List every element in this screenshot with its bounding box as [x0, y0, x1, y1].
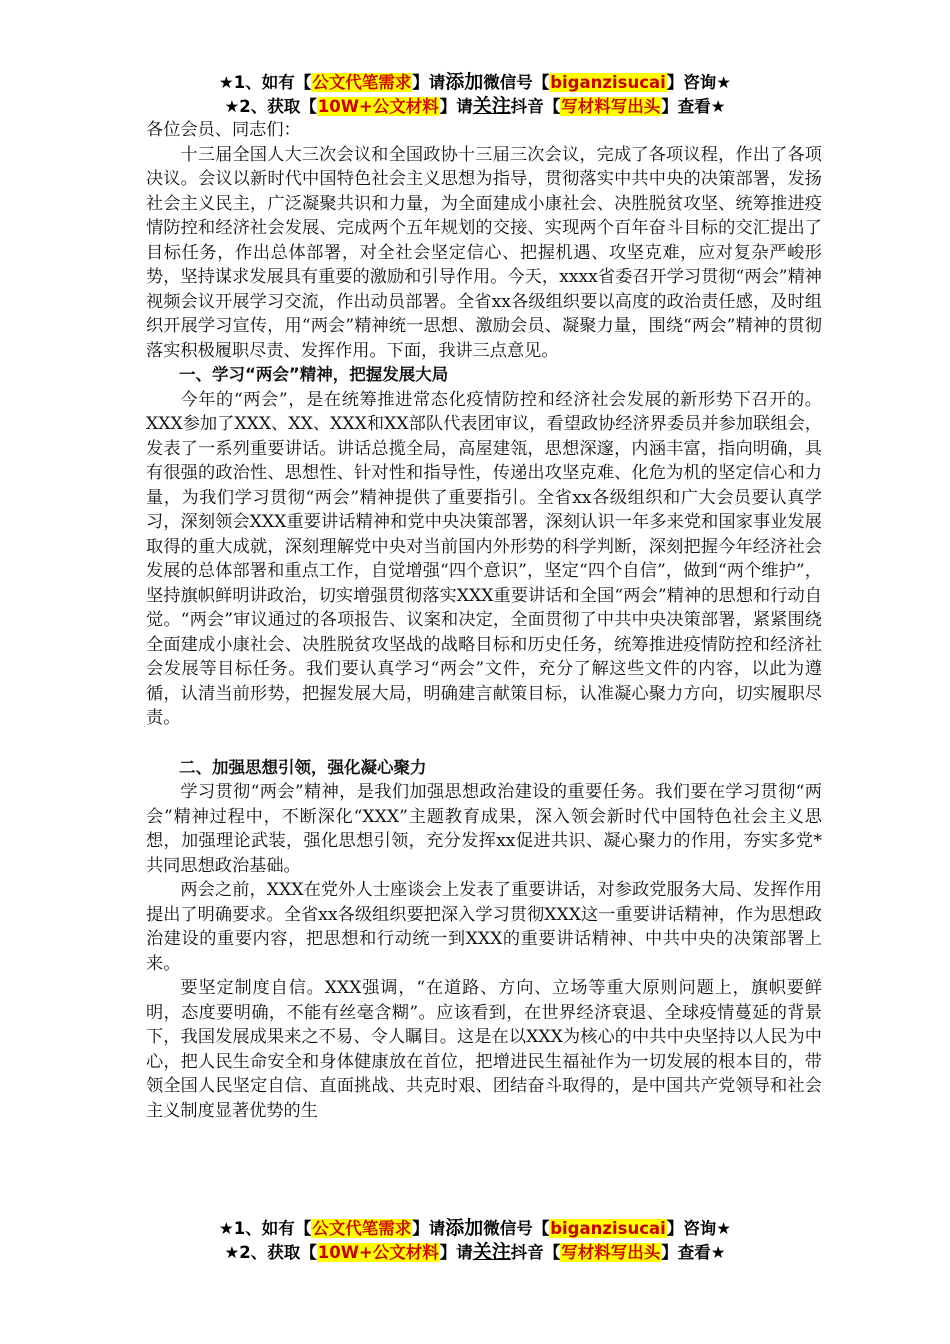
banner-emphasis: 添加: [445, 71, 484, 93]
highlight-materials: 10W+公文材料: [317, 1243, 439, 1262]
banner-text: 微信号【: [483, 1219, 550, 1238]
banner-text: 】请: [412, 1219, 446, 1238]
paragraph: 两会之前，XXX在党外人士座谈会上发表了重要讲话，对参政党服务大局、发挥作用提出了明确要求。全省xx各级组织要把深入学习贯彻XXX这一重要讲话精神，作为思想政治建设的重要内容，把思想和行动统一到XXX的重要讲话精神、中共中央的决策部署上来。: [146, 880, 822, 974]
banner-line-2: [0, 94, 950, 118]
banner-emphasis: 添加: [445, 1217, 484, 1239]
banner-text: ★1、如有【: [218, 1219, 312, 1238]
intro-paragraph: 十三届全国人大三次会议和全国政协十三届三次会议，完成了各项议程，作出了各项决议。会议以新时代中国特色社会主义思想为指导，贯彻落实中共中央的决策部署，发扬社会主义民主，广泛凝聚共识和力量，为全面建成小康社会、决胜脱贫攻坚、统筹推进疫情防控和经济社会发展、完成两个五年规划的交接、实现两个百年奋斗目标的交汇提出了目标任务，作出总体部署，对全社会坚定信心、把握机遇、攻坚克难，应对复杂严峻形势，坚持谋求发展具有重要的激励和引导作用。今天，xxxx省委召开学习贯彻“两会”精神视频会议开展学习交流，作出动员部署。全省xx各级组织要以高度的政治责任感，及时组织开展学习宣传，用“两会”精神统一思想、激励会员、凝聚力量，围绕“两会”精神的贯彻落实积极履职尽责、发挥作用。下面，我讲三点意见。: [146, 144, 822, 361]
paragraph: 今年的“两会”，是在统筹推进常态化疫情防控和经济社会发展的新形势下召开的。XXX参加了XXX、XX、XXX和XX部队代表团审议，看望政协经济界委员并参加联组会，发表了一系列重要讲话。讲话总揽全局，高屋建瓴，思想深邃，内涵丰富，指向明确，具有很强的政治性、思想性、针对性和指导性，传递出攻坚克难、化危为机的坚定信心和力量，为我们学习贯彻“两会”精神提供了重要指引。全省xx各级组织和广大会员要认真学习，深刻领会XXX重要讲话精神和党中央决策部署，深刻认识一年多来党和国家事业发展取得的重大成就，深刻理解党中央对当前国内外形势的科学判断，深刻把握今年经济社会发展的总体部署和重点工作，自觉增强“四个意识”，坚定“四个自信”，做到“两个维护”，坚持旗帜鲜明讲政治，切实增强贯彻落实XXX重要讲话和全国“两会”精神的思想和行动自觉。“两会”审议通过的各项报告、议案和决定，全面贯彻了中共中央决策部署，紧紧围绕全面建成小康社会、决胜脱贫攻坚战的战略目标和历史任务，统筹推进疫情防控和经济社会发展等目标任务。我们要认真学习“两会”文件，充分了解这些文件的内容，以此为遵循，认清当前形势，把握发展大局，明确建言献策目标，认准凝心聚力方向，切实履职尽责。: [146, 389, 822, 728]
highlight-service: 公文代笔需求: [312, 73, 412, 92]
banner-text: ★2、获取【: [224, 97, 317, 116]
top-banner: [0, 70, 950, 118]
document-body: [146, 118, 822, 1123]
banner-text: 】请: [439, 1243, 473, 1262]
banner-text: 】咨询★: [666, 73, 732, 92]
banner-line-2: [0, 1240, 950, 1264]
banner-line-1: [0, 1216, 950, 1240]
salutation: 各位会员、同志们：: [146, 120, 301, 140]
highlight-douyin: 写材料写出头: [561, 1243, 661, 1262]
banner-text: 】请: [412, 73, 446, 92]
banner-text: ★1、如有【: [218, 73, 312, 92]
banner-emphasis: 关注: [472, 1241, 511, 1263]
paragraph: 学习贯彻“两会”精神，是我们加强思想政治建设的重要任务。我们要在学习贯彻“两会”精神过程中，不断深化“XXX”主题教育成果，深入领会新时代中国特色社会主义思想，加强理论武装，强化思想引领，充分发挥xx促进共识、凝心聚力的作用，夯实多党*共同思想政治基础。: [146, 782, 822, 876]
banner-text: 微信号【: [483, 73, 550, 92]
section-heading-1: 一、学习“两会”精神，把握发展大局: [179, 365, 449, 384]
highlight-materials: 10W+公文材料: [317, 97, 439, 116]
paragraph: 要坚定制度自信。XXX强调，“在道路、方向、立场等重大原则问题上，旗帜要鲜明，态度要明确，不能有丝毫含糊”。应该看到，在世界经济衰退、全球疫情蔓延的背景下，我国发展成果来之不易、令人瞩目。这是在以XXX为核心的中共中央坚持以人民为中心，把人民生命安全和身体健康放在首位，把增进民生福祉作为一切发展的根本目的，带领全国人民坚定自信、直面挑战、共克时艰、团结奋斗取得的，是中国共产党领导和社会主义制度显著优势的生: [146, 978, 822, 1121]
highlight-service: 公文代笔需求: [312, 1219, 412, 1238]
banner-text: ★2、获取【: [224, 1243, 317, 1262]
section-heading-2: 二、加强思想引领，强化凝心聚力: [179, 757, 427, 777]
banner-text: 抖音【: [510, 1243, 561, 1262]
banner-line-1: [0, 70, 950, 94]
banner-text: 】查看★: [661, 97, 726, 116]
highlight-wechat-id: biganzisucai: [550, 73, 666, 92]
banner-text: 】咨询★: [666, 1219, 732, 1238]
banner-text: 抖音【: [510, 97, 561, 116]
spacer: [146, 731, 822, 756]
banner-text: 】查看★: [661, 1243, 726, 1262]
bottom-banner: [0, 1216, 950, 1264]
highlight-douyin: 写材料写出头: [561, 97, 661, 116]
banner-emphasis: 关注: [472, 95, 511, 117]
banner-text: 】请: [439, 97, 473, 116]
highlight-wechat-id: biganzisucai: [550, 1219, 666, 1238]
